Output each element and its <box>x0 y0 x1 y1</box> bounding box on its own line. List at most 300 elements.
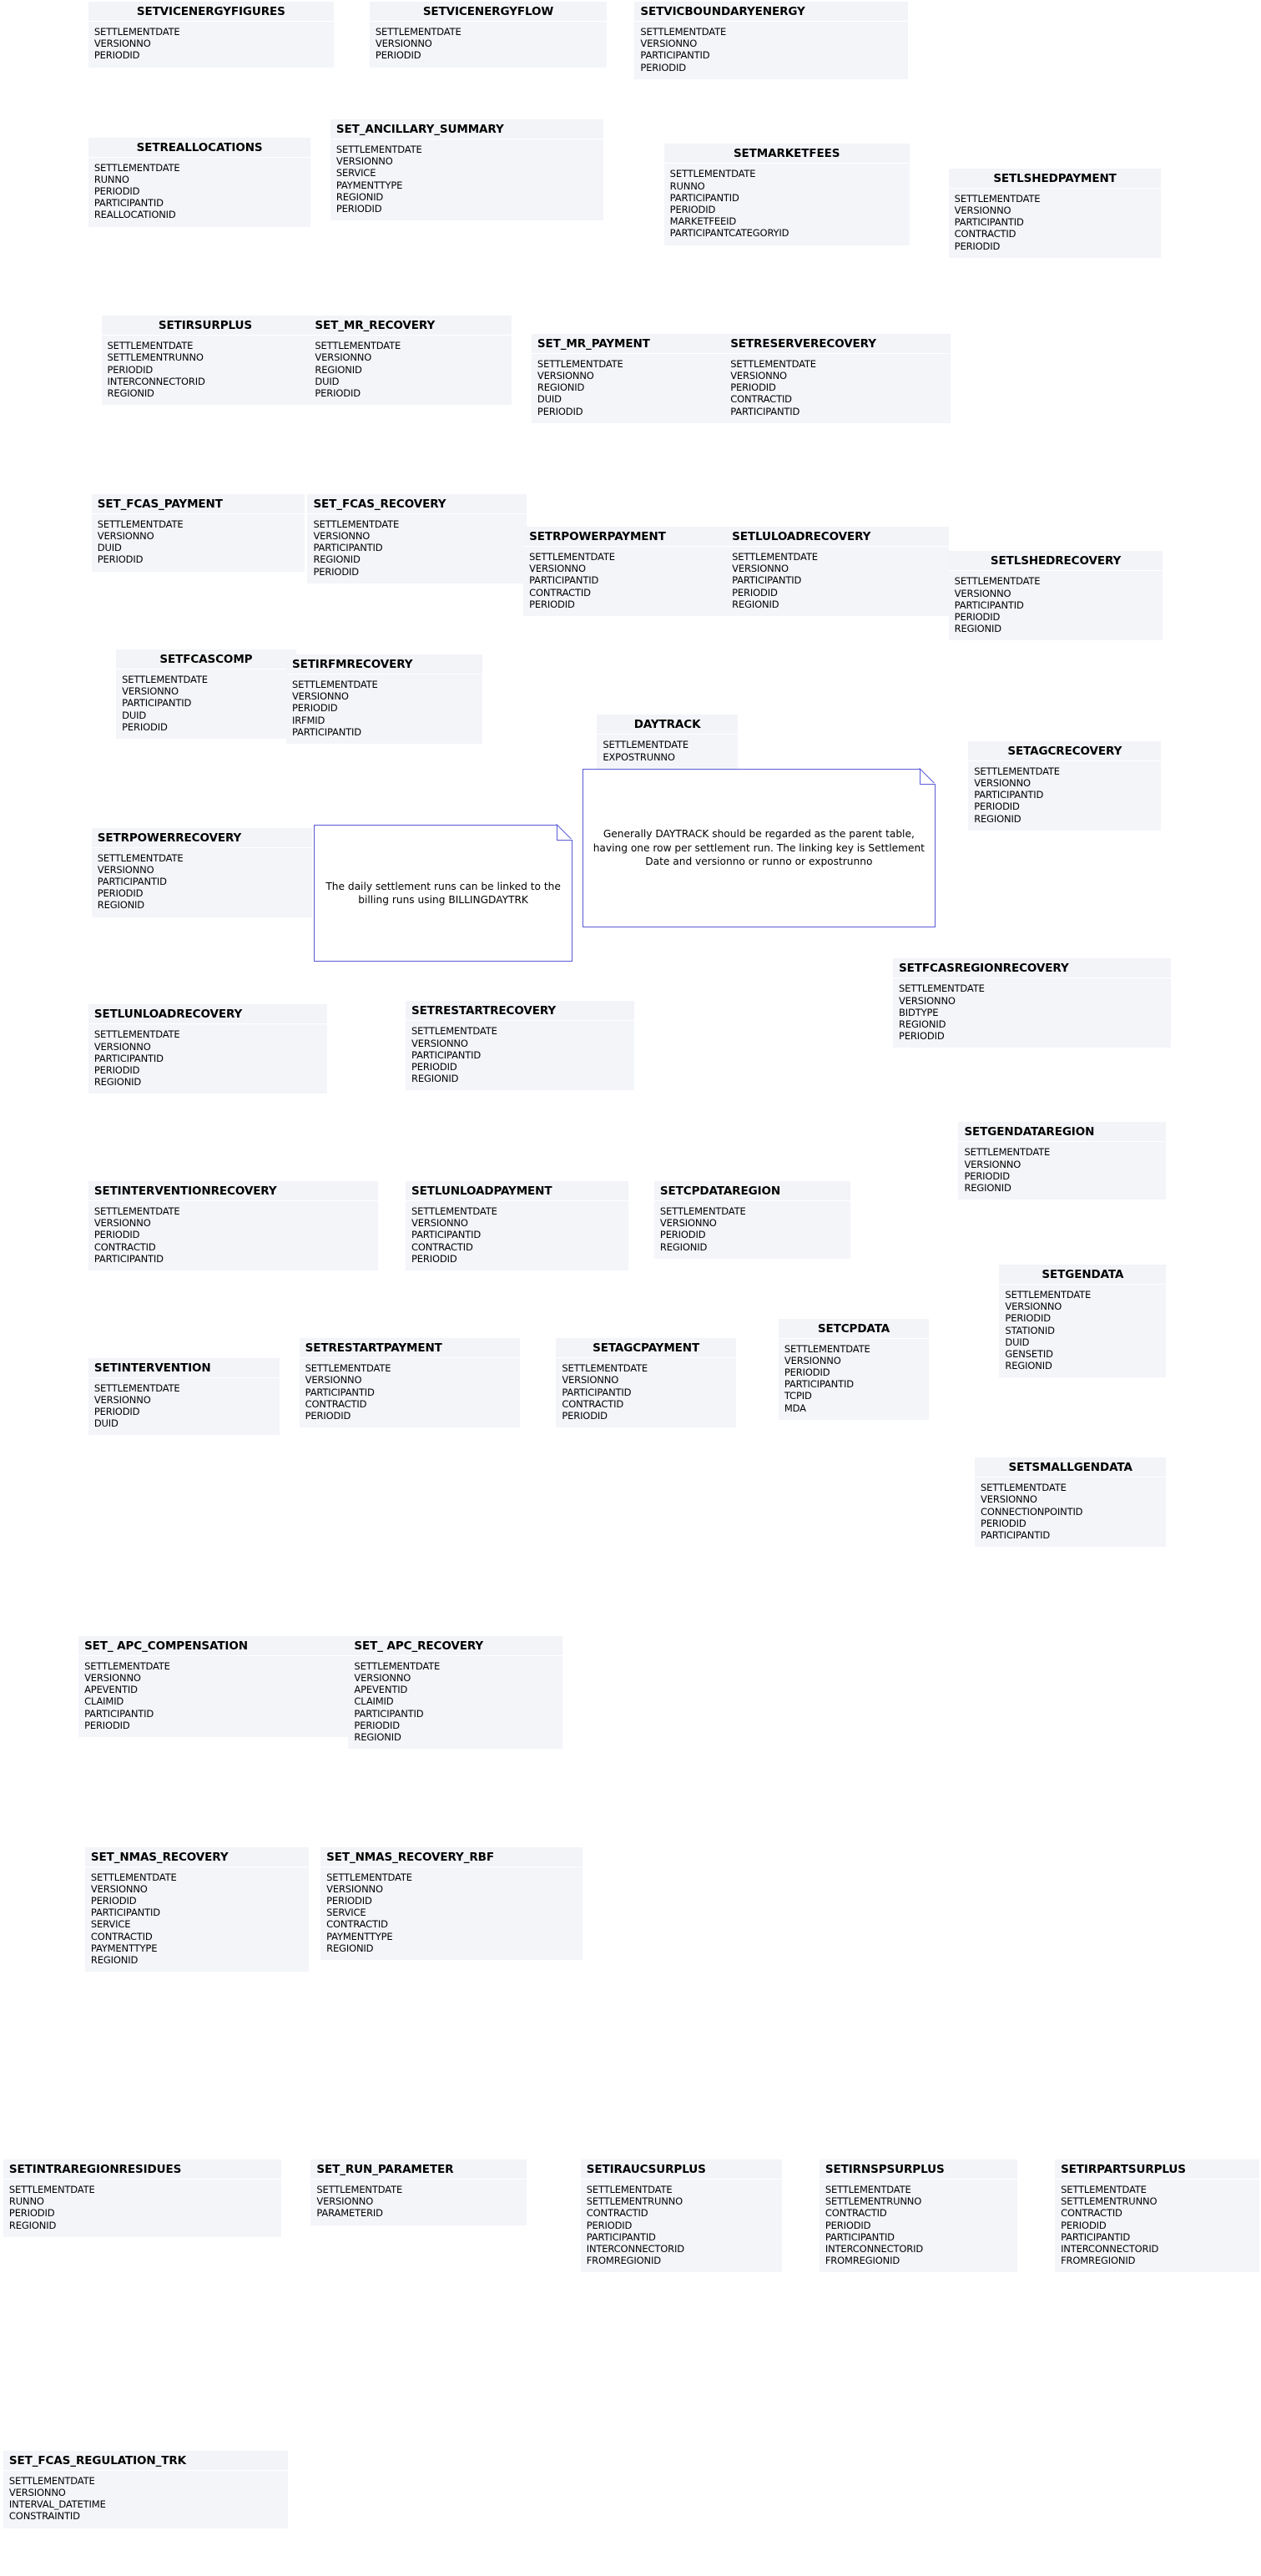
entity-setfcascomp[interactable] <box>116 649 296 739</box>
entity-attribute: PERIODID <box>122 720 168 733</box>
entity-set-mr-recovery[interactable] <box>309 316 512 405</box>
entity-attribute: SETTLEMENTDATE <box>316 2183 403 2195</box>
entity-attribute: FROMREGIONID <box>586 2255 661 2267</box>
entity-title: SETGENDATA <box>999 1265 1166 1285</box>
entity-attribute: PERIODID <box>8 2207 55 2220</box>
entity-attribute: PARTICIPANTID <box>784 1378 854 1391</box>
entity-attribute: VERSIONNO <box>316 2195 374 2208</box>
entity-attribute: PERIODID <box>784 1366 830 1378</box>
entity-attribute: PAYMENTTYPE <box>90 1942 158 1954</box>
entity-attribute-list <box>88 1024 327 1094</box>
entity-attribute: VERSIONNO <box>326 1882 383 1895</box>
entity-setgendata[interactable] <box>999 1265 1166 1377</box>
entity-attribute: PARTICIPANTID <box>411 1229 482 1241</box>
entity-attribute: SETTLEMENTDATE <box>603 739 689 751</box>
entity-attribute-list <box>1055 2179 1259 2272</box>
entity-attribute: BIDTYPE <box>899 1006 939 1018</box>
entity-attribute-list <box>88 1378 280 1436</box>
entity-daytrack[interactable] <box>597 715 738 768</box>
entity-attribute: SETTLEMENTDATE <box>93 25 180 38</box>
entity-attribute: CONTRACTID <box>954 228 1016 240</box>
entity-attribute: FROMREGIONID <box>1061 2255 1136 2267</box>
entity-attribute: VERSIONNO <box>537 370 594 381</box>
entity-attribute-list <box>330 139 603 220</box>
entity-attribute: PARTICIPANTID <box>825 2230 895 2243</box>
entity-attribute: SETTLEMENTDATE <box>954 575 1041 588</box>
entity-title: SET_ APC_COMPENSATION <box>78 1636 348 1656</box>
entity-attribute: SETTLEMENTDATE <box>93 1381 180 1394</box>
entity-attribute: VERSIONNO <box>305 1374 362 1386</box>
entity-attribute-list <box>893 978 1171 1048</box>
entity-title: SETINTRAREGIONRESIDUES <box>3 2159 281 2179</box>
entity-attribute: SETTLEMENTDATE <box>954 192 1041 205</box>
entity-attribute: VERSIONNO <box>335 155 393 168</box>
entity-attribute: PERIODID <box>732 586 778 599</box>
entity-attribute: PERIODID <box>954 611 1001 624</box>
entity-attribute: SETTLEMENTDATE <box>825 2183 911 2195</box>
entity-attribute: REGIONID <box>354 1731 401 1743</box>
entity-setirfmrecovery[interactable] <box>286 654 482 744</box>
entity-setluloadrecovery[interactable] <box>726 527 949 616</box>
entity-attribute: SETTLEMENTDATE <box>335 144 422 156</box>
entity-attribute: PERIODID <box>93 1229 140 1241</box>
entity-setcpdataregion[interactable] <box>654 1181 850 1259</box>
entity-title: SETRPOWERRECOVERY <box>92 828 313 848</box>
entity-setfcasregionrecovery[interactable] <box>893 958 1171 1048</box>
entity-attribute: CONTRACTID <box>562 1397 624 1410</box>
entity-setirnspsurplus[interactable] <box>820 2159 1017 2272</box>
entity-attribute: VERSIONNO <box>954 205 1011 217</box>
entity-title: SETRESTARTRECOVERY <box>406 1001 634 1021</box>
entity-attribute: REGIONID <box>974 812 1021 825</box>
entity-attribute: CONTRACTID <box>93 1240 156 1253</box>
entity-attribute-list <box>654 1201 850 1259</box>
entity-title: SETFCASREGIONRECOVERY <box>893 958 1171 978</box>
entity-attribute: DUID <box>537 393 562 406</box>
entity-attribute: SETTLEMENTDATE <box>669 168 756 180</box>
entity-attribute: SETTLEMENTDATE <box>586 2183 673 2195</box>
entity-attribute: DUID <box>97 542 122 554</box>
entity-set-run-parameter[interactable] <box>310 2159 527 2225</box>
entity-attribute: SETTLEMENTDATE <box>8 2474 95 2487</box>
entity-attribute-list <box>968 761 1161 831</box>
entity-attribute: PERIODID <box>537 405 583 417</box>
entity-attribute: REGIONID <box>326 1942 374 1954</box>
entity-attribute: REGIONID <box>411 1073 459 1085</box>
entity-attribute-list <box>406 1021 634 1090</box>
entity-attribute: INTERCONNECTORID <box>1061 2242 1159 2255</box>
entity-attribute: REGIONID <box>899 1018 946 1031</box>
entity-attribute: IRFMID <box>291 714 325 726</box>
entity-set-ancillary-summary[interactable] <box>330 119 603 220</box>
entity-attribute: VERSIONNO <box>974 776 1031 789</box>
entity-setrestartpayment[interactable] <box>300 1338 521 1427</box>
entity-attribute: PARTICIPANTID <box>1061 2230 1131 2243</box>
entity-attribute-list <box>634 22 907 79</box>
note-fold-corner-icon <box>920 769 936 785</box>
note-fold-corner-icon <box>557 825 572 841</box>
entity-attribute: REGIONID <box>97 899 144 912</box>
entity-title: SETIRFMRECOVERY <box>286 654 482 674</box>
entity-attribute: PERIODID <box>981 1517 1026 1529</box>
entity-setirpartsurplus[interactable] <box>1055 2159 1259 2272</box>
entity-attribute: PERIODID <box>529 598 575 610</box>
entity-attribute-list <box>3 2179 281 2237</box>
entity-attribute: CONTRACTID <box>529 586 591 599</box>
entity-attribute: SETTLEMENTDATE <box>122 674 208 686</box>
entity-title: SET_MR_PAYMENT <box>532 334 724 354</box>
entity-title: SET_ APC_RECOVERY <box>348 1636 562 1656</box>
entity-attribute: PERIODID <box>586 2219 633 2231</box>
entity-attribute: INTERVAL_DATETIME <box>8 2498 106 2511</box>
entity-attribute: PARTICIPANTID <box>122 697 192 710</box>
entity-attribute: PARTICIPANTID <box>669 191 739 204</box>
entity-attribute: SETTLEMENTDATE <box>732 551 818 563</box>
entity-attribute: PERIODID <box>640 61 686 73</box>
entity-attribute: REGIONID <box>107 387 154 400</box>
entity-attribute: REALLOCATIONID <box>93 209 176 221</box>
entity-attribute: VERSIONNO <box>93 1040 151 1053</box>
entity-attribute-list <box>726 547 949 616</box>
entity-attribute: PARTICIPANTID <box>974 789 1044 801</box>
entity-attribute-list <box>102 336 310 405</box>
entity-attribute: INTERCONNECTORID <box>107 375 205 387</box>
entity-attribute: PARTICIPANTID <box>586 2230 656 2243</box>
entity-title: SETRESTARTPAYMENT <box>300 1338 521 1358</box>
entity-attribute: PARTICIPANTCATEGORYID <box>669 227 789 240</box>
entity-attribute: SETTLEMENTDATE <box>84 1659 170 1672</box>
entity-attribute: SETTLEMENTDATE <box>326 1871 412 1883</box>
entity-attribute: PERIODID <box>313 565 359 578</box>
entity-title: SETLSHEDPAYMENT <box>949 169 1162 189</box>
entity-attribute: PARTICIPANTID <box>354 1707 424 1720</box>
entity-attribute: PERIODID <box>411 1061 457 1073</box>
entity-attribute-list <box>958 1142 1166 1200</box>
entity-setlshedrecovery[interactable] <box>949 551 1163 640</box>
entity-attribute: SERVICE <box>90 1918 131 1931</box>
entity-title: SETLULOADRECOVERY <box>726 527 949 547</box>
entity-attribute: PERIODID <box>315 387 361 400</box>
entity-title: SET_ANCILLARY_SUMMARY <box>330 119 603 139</box>
entity-attribute-list <box>779 1339 929 1420</box>
entity-attribute-list <box>88 22 334 68</box>
entity-attribute: DUID <box>315 375 340 387</box>
entity-attribute: VERSIONNO <box>354 1671 411 1684</box>
entity-attribute: VERSIONNO <box>375 38 432 50</box>
entity-attribute: PERIODID <box>93 185 140 198</box>
entity-setagcrecovery[interactable] <box>968 741 1161 831</box>
entity-set-fcas-recovery[interactable] <box>307 494 527 583</box>
entity-attribute: PERIODID <box>84 1719 130 1731</box>
entity-attribute-list <box>3 2471 288 2528</box>
entity-setintervention[interactable] <box>88 1358 280 1436</box>
entity-attribute: DUID <box>93 1417 119 1430</box>
entity-attribute: VERSIONNO <box>964 1158 1021 1170</box>
entity-setgendataregion[interactable] <box>958 1122 1166 1200</box>
entity-set-apc-compensation[interactable] <box>78 1636 348 1737</box>
entity-setlshedpayment[interactable] <box>949 169 1162 258</box>
entity-attribute: PARTICIPANTID <box>90 1907 160 1919</box>
entity-attribute: SETTLEMENTRUNNO <box>107 351 204 364</box>
entity-attribute: INTERCONNECTORID <box>586 2242 684 2255</box>
entity-title: SETCPDATA <box>779 1319 929 1339</box>
entity-attribute-list <box>597 735 738 768</box>
entity-attribute-list <box>85 1867 309 1972</box>
entity-setirsurplus[interactable] <box>102 316 310 405</box>
entity-attribute-list <box>724 354 950 423</box>
entity-title: SET_RUN_PARAMETER <box>310 2159 527 2179</box>
entity-setinterventionrecovery[interactable] <box>88 1181 378 1270</box>
entity-attribute: SETTLEMENTRUNNO <box>825 2195 922 2208</box>
entity-attribute: SETTLEMENTDATE <box>291 678 378 690</box>
entity-attribute: VERSIONNO <box>732 563 789 575</box>
entity-set-mr-payment[interactable] <box>532 334 724 423</box>
entity-attribute: CONTRACTID <box>586 2207 648 2220</box>
entity-attribute: PAYMENTTYPE <box>335 179 403 191</box>
entity-attribute: EXPOSTRUNNO <box>603 750 675 763</box>
entity-setrpowerpayment[interactable] <box>523 527 733 616</box>
entity-attribute: SETTLEMENTRUNNO <box>586 2195 683 2208</box>
entity-attribute-list <box>286 674 482 744</box>
entity-attribute: VERSIONNO <box>411 1037 468 1049</box>
entity-title: DAYTRACK <box>597 715 738 735</box>
entity-attribute-list <box>664 164 910 245</box>
entity-set-nmas-recovery-rbf[interactable] <box>320 1847 583 1960</box>
entity-attribute: PARTICIPANTID <box>291 725 362 738</box>
entity-attribute: VERSIONNO <box>411 1217 468 1230</box>
entity-title: SETIRAUCSURPLUS <box>581 2159 782 2179</box>
entity-attribute: VERSIONNO <box>93 1393 151 1406</box>
entity-attribute: CONTRACTID <box>730 393 792 406</box>
entity-title: SETRPOWERPAYMENT <box>523 527 733 547</box>
entity-attribute: RUNNO <box>93 173 129 185</box>
entity-attribute: SETTLEMENTDATE <box>97 851 184 864</box>
entity-setmarketfees[interactable] <box>664 144 910 245</box>
entity-attribute: PERIODID <box>93 1406 140 1418</box>
entity-set-apc-recovery[interactable] <box>348 1636 562 1749</box>
note-billingdaytrk-note[interactable] <box>314 825 572 962</box>
entity-attribute: CLAIMID <box>84 1695 124 1708</box>
entity-attribute-list <box>523 547 733 616</box>
entity-attribute: SETTLEMENTDATE <box>375 25 462 38</box>
entity-attribute-list <box>581 2179 782 2272</box>
entity-title: SETLUNLOADPAYMENT <box>406 1181 628 1201</box>
entity-attribute: VERSIONNO <box>315 351 372 364</box>
entity-attribute: PERIODID <box>90 1895 137 1907</box>
entity-attribute: CONTRACTID <box>411 1240 473 1253</box>
entity-attribute: PARTICIPANTID <box>981 1528 1051 1541</box>
entity-attribute: PERIODID <box>954 240 1001 252</box>
entity-setrpowerrecovery[interactable] <box>92 828 313 917</box>
entity-attribute: SETTLEMENTDATE <box>640 25 727 38</box>
entity-attribute: VERSIONNO <box>313 530 371 543</box>
entity-attribute: SETTLEMENTDATE <box>1005 1288 1092 1301</box>
entity-attribute: SETTLEMENTDATE <box>93 161 180 174</box>
entity-attribute: PERIODID <box>669 204 716 216</box>
entity-attribute: SETTLEMENTDATE <box>981 1482 1067 1494</box>
entity-attribute: RUNNO <box>8 2195 44 2208</box>
entity-attribute: VERSIONNO <box>97 863 154 876</box>
entity-attribute: SETTLEMENTRUNNO <box>1061 2195 1158 2208</box>
entity-setvicenergyfigures[interactable] <box>88 2 334 68</box>
entity-attribute-list <box>88 1201 378 1270</box>
entity-attribute: PERIODID <box>899 1030 945 1043</box>
entity-setsmallgendata[interactable] <box>975 1457 1166 1547</box>
entity-attribute: PERIODID <box>326 1895 372 1907</box>
note-text: Generally DAYTRACK should be regarded as the parent table, having one row per settlement run. The linking key is Settlement Date and versionno or runno or expostrunno <box>593 828 925 868</box>
entity-attribute: VERSIONNO <box>84 1671 141 1684</box>
entity-setcpdata[interactable] <box>779 1319 929 1420</box>
entity-attribute: REGIONID <box>732 598 779 610</box>
entity-attribute: CONTRACTID <box>825 2207 887 2220</box>
entity-title: SET_FCAS_REGULATION_TRK <box>3 2451 288 2471</box>
entity-setintraregionresidues[interactable] <box>3 2159 281 2237</box>
entity-attribute: PAYMENTTYPE <box>326 1930 393 1942</box>
entity-title: SETVICENERGYFIGURES <box>88 2 334 22</box>
entity-attribute: MDA <box>784 1402 806 1414</box>
entity-attribute: PARTICIPANTID <box>411 1048 482 1061</box>
entity-attribute: SETTLEMENTDATE <box>562 1362 648 1375</box>
entity-setagcpayment[interactable] <box>556 1338 736 1427</box>
entity-attribute: CONTRACTID <box>305 1397 367 1410</box>
entity-title: SETIRSURPLUS <box>102 316 310 336</box>
entity-attribute: CONSTRAINTID <box>8 2510 80 2523</box>
entity-attribute-list <box>307 514 527 583</box>
entity-attribute: REGIONID <box>93 1076 142 1088</box>
entity-attribute: VERSIONNO <box>97 530 154 543</box>
entity-attribute: PARTICIPANTID <box>730 405 800 417</box>
entity-title: SETMARKETFEES <box>664 144 910 164</box>
entity-setvicenergyflow[interactable] <box>370 2 607 68</box>
entity-attribute: SERVICE <box>335 167 376 179</box>
entity-attribute: SETTLEMENTDATE <box>93 1205 180 1217</box>
entity-title: SETAGCPAYMENT <box>556 1338 736 1358</box>
entity-attribute: SETTLEMENTDATE <box>305 1362 391 1375</box>
entity-attribute-list <box>300 1358 521 1427</box>
entity-attribute-list <box>999 1285 1166 1377</box>
entity-attribute: VERSIONNO <box>562 1374 619 1386</box>
entity-setvicboundaryenergy[interactable] <box>634 2 907 79</box>
entity-attribute: SETTLEMENTDATE <box>784 1342 870 1355</box>
entity-title: SETINTERVENTIONRECOVERY <box>88 1181 378 1201</box>
entity-attribute: PERIODID <box>1005 1312 1051 1325</box>
entity-attribute: REGIONID <box>954 623 1001 635</box>
entity-attribute: VERSIONNO <box>122 685 179 698</box>
entity-attribute-list <box>532 354 724 423</box>
entity-setlunloadrecovery[interactable] <box>88 1004 327 1094</box>
entity-attribute: VERSIONNO <box>90 1882 148 1895</box>
entity-attribute-list <box>348 1656 562 1749</box>
entity-set-fcas-payment[interactable] <box>92 494 305 572</box>
entity-attribute: VERSIONNO <box>954 587 1011 599</box>
entity-attribute: PERIODID <box>974 801 1020 813</box>
entity-title: SETSMALLGENDATA <box>975 1457 1166 1477</box>
entity-attribute: STATIONID <box>1005 1324 1055 1336</box>
entity-attribute-list <box>92 514 305 572</box>
entity-attribute: PERIODID <box>411 1252 457 1265</box>
entity-title: SET_NMAS_RECOVERY <box>85 1847 309 1867</box>
entity-set-nmas-recovery[interactable] <box>85 1847 309 1972</box>
entity-title: SET_FCAS_RECOVERY <box>307 494 527 514</box>
note-daytrack-note[interactable] <box>583 769 936 927</box>
entity-attribute: CONTRACTID <box>326 1918 388 1931</box>
entity-attribute: PARTICIPANTID <box>97 876 167 888</box>
entity-attribute: PARTICIPANTID <box>93 1052 164 1064</box>
entity-attribute: VERSIONNO <box>529 563 586 575</box>
entity-attribute: PERIODID <box>335 203 382 215</box>
entity-attribute-list <box>820 2179 1017 2272</box>
entity-attribute: CONTRACTID <box>90 1930 153 1942</box>
entity-attribute: MARKETFEEID <box>669 215 737 228</box>
entity-attribute: SETTLEMENTDATE <box>97 518 184 530</box>
entity-attribute-list <box>949 189 1162 258</box>
entity-attribute-list <box>320 1867 583 1960</box>
entity-attribute: PERIODID <box>97 887 144 900</box>
entity-setiraucsurplus[interactable] <box>581 2159 782 2272</box>
entity-attribute: PARTICIPANTID <box>562 1386 632 1398</box>
entity-attribute: PERIODID <box>964 1169 1010 1182</box>
entity-attribute: INTERCONNECTORID <box>825 2242 924 2255</box>
entity-setreallocations[interactable] <box>88 138 311 227</box>
entity-title: SETIRNSPSURPLUS <box>820 2159 1017 2179</box>
entity-attribute: SETTLEMENTDATE <box>90 1871 177 1883</box>
note-text: The daily settlement runs can be linked to the billing runs using BILLINGDAYTRK <box>325 880 561 907</box>
entity-attribute: PARTICIPANTID <box>640 49 710 62</box>
entity-attribute: CONTRACTID <box>1061 2207 1122 2220</box>
entity-attribute: SETTLEMENTDATE <box>315 340 401 352</box>
entity-attribute: PERIODID <box>562 1409 608 1422</box>
entity-attribute: PERIODID <box>305 1409 351 1422</box>
entity-attribute: PERIODID <box>93 49 140 62</box>
entity-setrestartrecovery[interactable] <box>406 1001 634 1090</box>
entity-attribute: PERIODID <box>1061 2219 1107 2231</box>
entity-attribute: SETTLEMENTDATE <box>411 1025 497 1038</box>
entity-title: SETIRPARTSURPLUS <box>1055 2159 1259 2179</box>
entity-attribute: VERSIONNO <box>640 38 698 50</box>
entity-attribute: PERIODID <box>825 2219 871 2231</box>
entity-attribute: SETTLEMENTDATE <box>974 765 1060 777</box>
entity-attribute: REGIONID <box>537 381 585 394</box>
entity-attribute-list <box>406 1201 628 1270</box>
entity-attribute: VERSIONNO <box>93 38 151 50</box>
entity-setlunloadpayment[interactable] <box>406 1181 628 1270</box>
entity-attribute: CONNECTIONPOINTID <box>981 1505 1083 1518</box>
entity-attribute: SETTLEMENTDATE <box>659 1205 746 1217</box>
entity-attribute: PERIODID <box>97 553 144 566</box>
entity-title: SETGENDATAREGION <box>958 1122 1166 1142</box>
entity-attribute: SERVICE <box>326 1907 366 1919</box>
entity-setreserverecovery[interactable] <box>724 334 950 423</box>
entity-attribute: CLAIMID <box>354 1695 394 1708</box>
entity-attribute-list <box>78 1656 348 1737</box>
entity-title: SETINTERVENTION <box>88 1358 280 1378</box>
entity-attribute: VERSIONNO <box>899 994 956 1007</box>
entity-attribute-list <box>949 571 1163 640</box>
entity-attribute: PARAMETERID <box>316 2207 383 2220</box>
entity-attribute: PARTICIPANTID <box>93 1252 164 1265</box>
entity-attribute: VERSIONNO <box>784 1354 841 1366</box>
entity-attribute: DUID <box>122 709 147 721</box>
entity-attribute: PARTICIPANTID <box>313 542 383 554</box>
entity-title: SETLSHEDRECOVERY <box>949 551 1163 571</box>
entity-attribute-list <box>92 848 313 917</box>
entity-attribute: REGIONID <box>90 1954 139 1967</box>
entity-attribute-list <box>975 1477 1166 1547</box>
entity-attribute: DUID <box>1005 1336 1030 1348</box>
entity-title: SETAGCRECOVERY <box>968 741 1161 761</box>
entity-attribute: SETTLEMENTDATE <box>899 982 985 995</box>
entity-set-fcas-regulation-trk[interactable] <box>3 2451 288 2528</box>
